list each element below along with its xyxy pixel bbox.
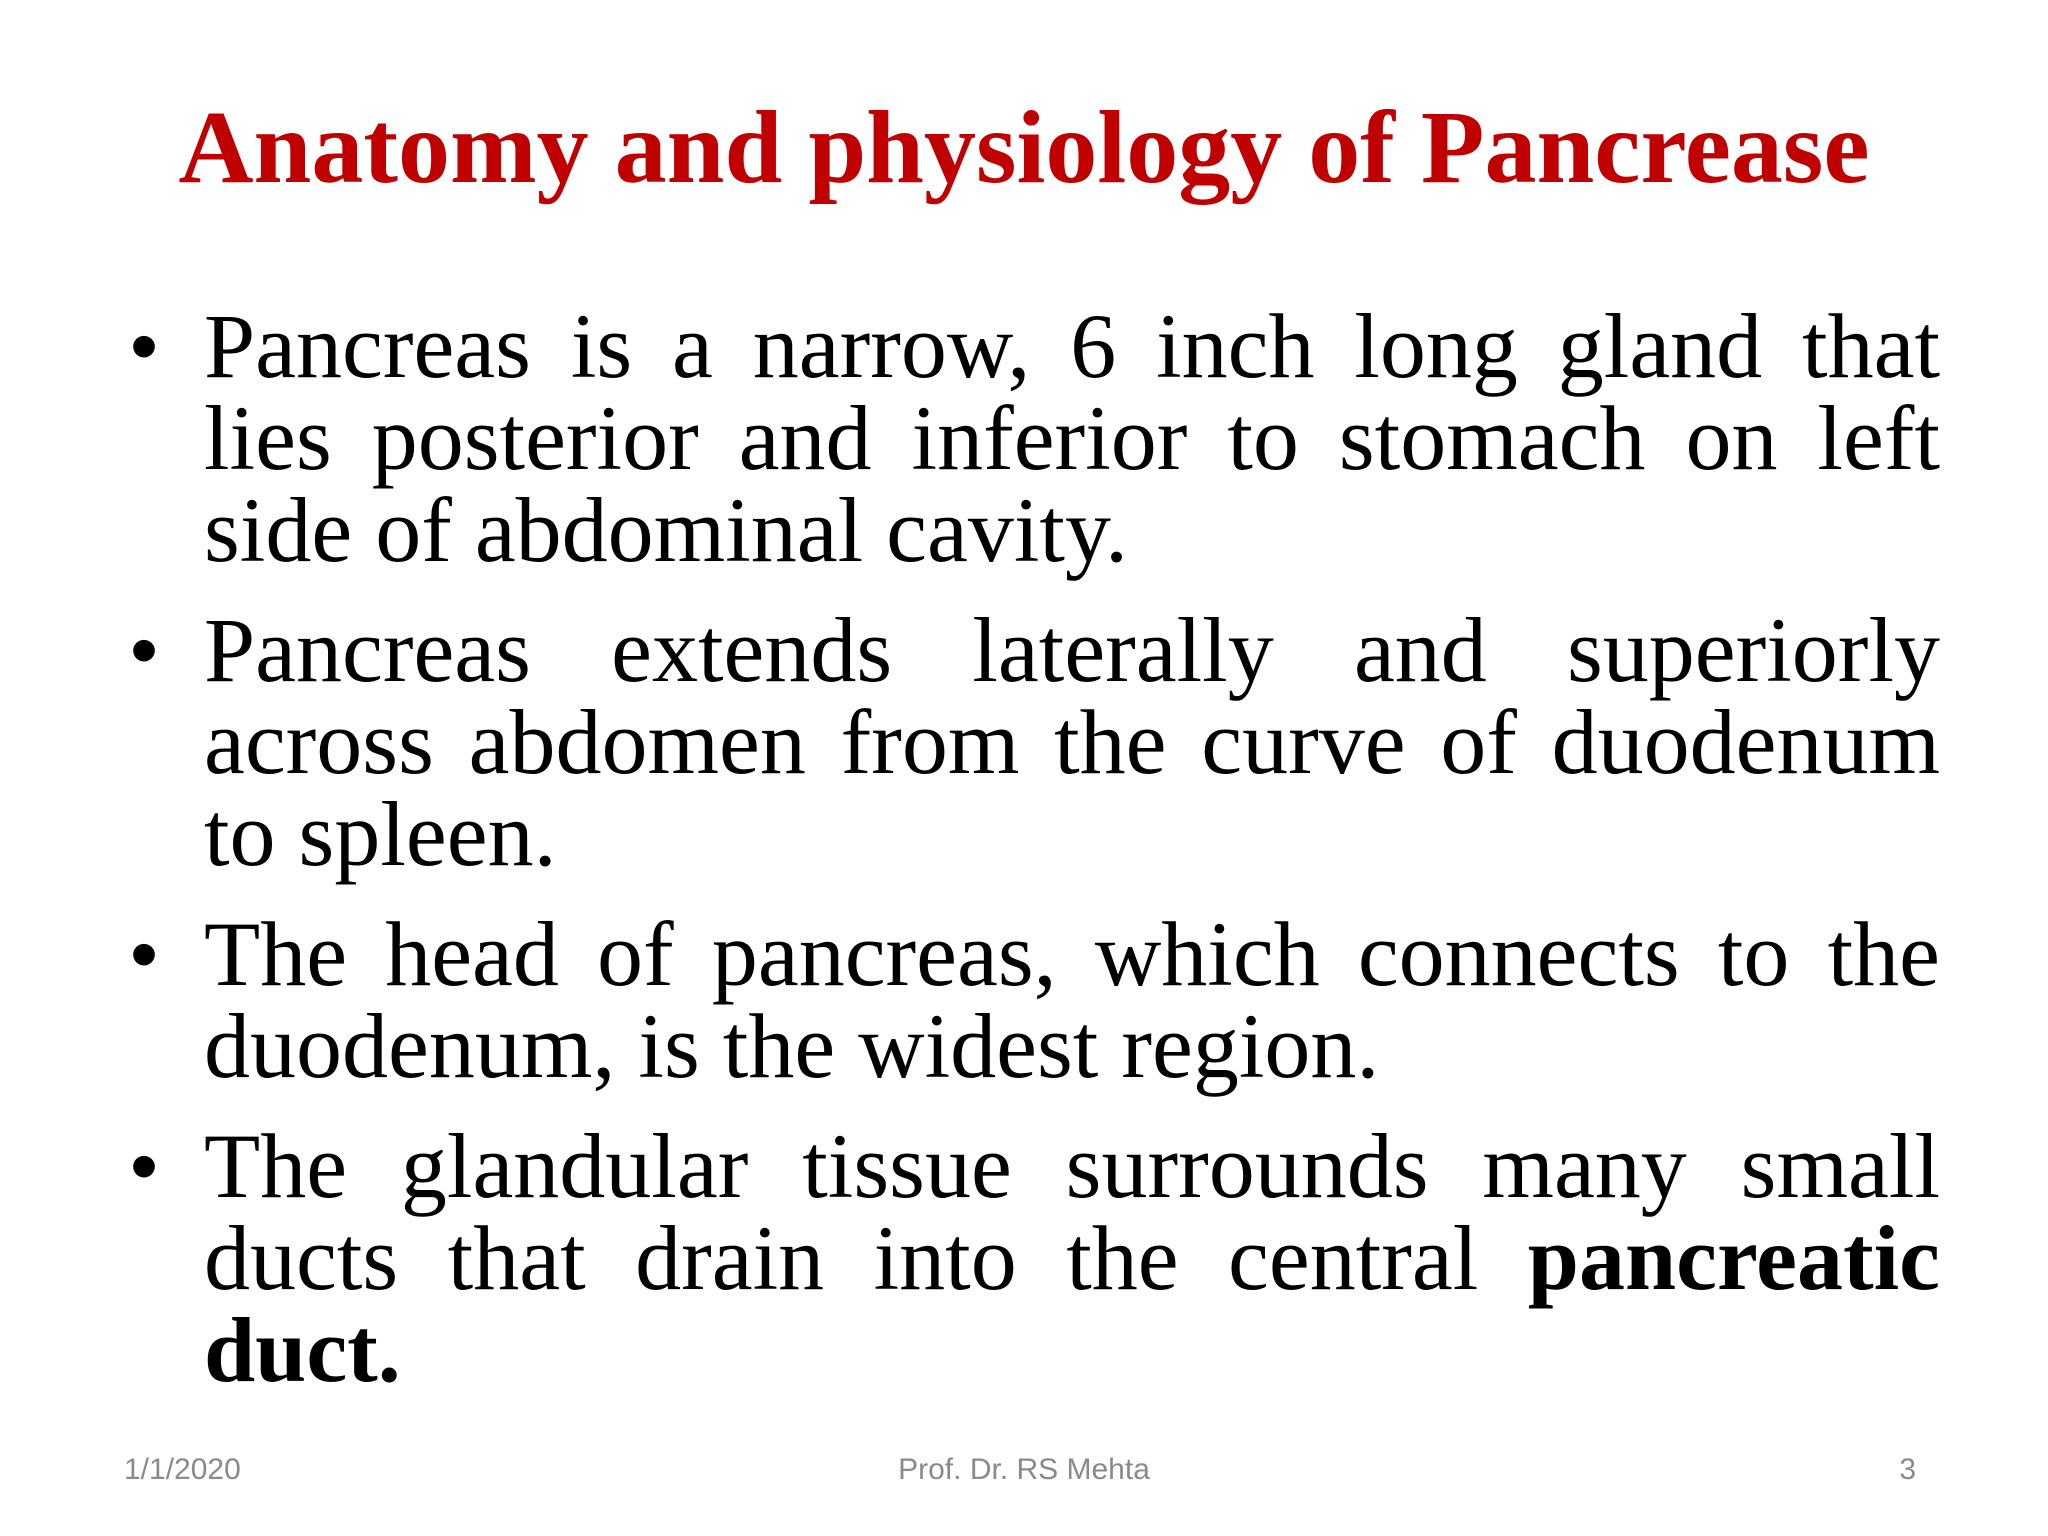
bullet-text: Pancreas is a narrow, 6 inch long gland that lies posterior and inferior to stomach on left side of abdominal cavity. <box>204 295 1940 581</box>
bullet-bold-term: pancreatic duct. <box>204 1207 1940 1401</box>
bullet-item <box>120 295 1940 581</box>
bullet-icon: • <box>130 605 159 694</box>
bullet-icon: • <box>130 301 159 390</box>
bullet-list <box>120 295 1940 1424</box>
bullet-text: The glandular tissue surrounds many small ducts that drain into the central <box>204 1115 1940 1309</box>
bullet-icon: • <box>130 909 159 998</box>
footer-date: 1/1/2020 <box>124 1453 241 1486</box>
footer-author: Prof. Dr. RS Mehta <box>898 1453 1150 1486</box>
bullet-item <box>120 1115 1940 1401</box>
slide-title: Anatomy and physiology of Pancrease <box>178 90 1870 205</box>
bullet-item <box>120 903 1940 1097</box>
bullet-text: The head of pancreas, which connects to the duodenum, is the widest region. <box>204 903 1940 1097</box>
footer-page-number: 3 <box>1899 1453 1916 1486</box>
bullet-item <box>120 599 1940 885</box>
bullet-icon: • <box>130 1121 159 1210</box>
bullet-text: Pancreas extends laterally and superiorly across abdomen from the curve of duodenum to spleen. <box>204 599 1940 885</box>
